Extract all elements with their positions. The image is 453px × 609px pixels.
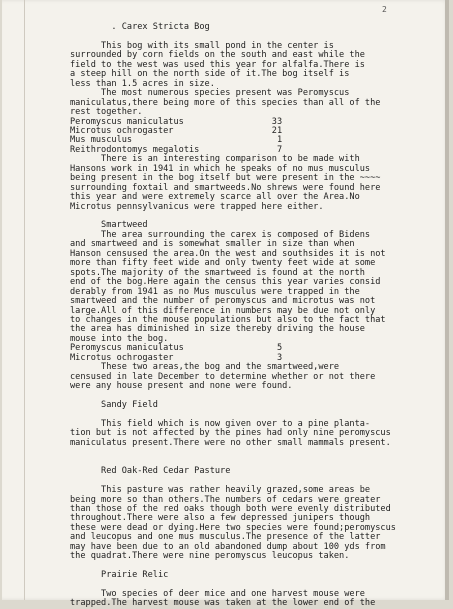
- text-line: and leucopus and one mus musculus.The presence of the latter: [70, 532, 381, 543]
- text-line: end of the bog.Here again the census this year varies consid: [70, 277, 381, 288]
- page-number: 2: [382, 5, 387, 14]
- text-line: Microtus ochrogaster 21: [70, 125, 283, 136]
- text-line: The most numerous species present was Peromyscus: [70, 88, 350, 99]
- text-line: and smartweed and is somewhat smaller in size than when: [70, 239, 355, 250]
- text-line: may have been due to an old abandoned dump about 100 yds from: [70, 541, 386, 552]
- text-line: derably from 1941 as no Mus musculus were trapped in the: [70, 286, 360, 297]
- text-line: large.All of this difference in numbers may be due not only: [70, 305, 376, 316]
- text-line: field to the west was used this year for alfalfa.There is: [70, 59, 365, 70]
- text-line: The area surrounding the carex is composed of Bidens: [70, 229, 371, 240]
- text-line: these were dead or dying.Here two species were found;peromyscus: [70, 522, 396, 533]
- text-line: Reithrodontomys megalotis 7: [70, 144, 283, 155]
- text-line: censused in late December to determine whether or not there: [70, 371, 376, 382]
- text-line: Peromyscus maniculatus 5: [70, 343, 283, 354]
- text-line: Microtus ochrogaster 3: [70, 352, 283, 363]
- text-line: surrounded by corn fields on the south and east while the: [70, 50, 365, 61]
- text-line: Hanson censused the area.On the west and southsides it is not: [70, 248, 386, 259]
- text-line: This pasture was rather heavily grazed,some areas be: [70, 485, 371, 496]
- text-line: maniculatus present.There were no other small mammals present.: [70, 437, 391, 448]
- text-line: trapped.The harvest mouse was taken at the lower end of the: [70, 598, 376, 609]
- text-line: spots.The majority of the smartweed is found at the north: [70, 267, 365, 278]
- text-line: Two species of deer mice and one harvest mouse were: [70, 589, 365, 599]
- text-line: were any house present and none were found.: [70, 381, 293, 392]
- text-line: the area has diminished in size thereby driving the house: [70, 324, 365, 335]
- text-line: This field which is now given over to a pine planta-: [70, 418, 371, 429]
- text-line: These two areas,the bog and the smartweed,were: [70, 362, 340, 373]
- text-line: maniculatus,there being more of this species than all of the: [70, 97, 381, 108]
- text-line: surrounding foxtail and smartweeds.No shrews were found here: [70, 182, 381, 193]
- typewritten-page: [2, 0, 449, 609]
- text-line: Red Oak-Red Cedar Pasture: [70, 466, 231, 477]
- text-line: Mus musculus 1: [70, 135, 283, 146]
- text-line: than those of the red oaks though both were evenly distributed: [70, 503, 391, 514]
- text-line: throughout.There were also a few depressed junipers though: [70, 513, 371, 524]
- text-line: being present in the bog itself but were present in the ~~~~: [70, 173, 381, 184]
- text-line: rest together.: [70, 107, 143, 118]
- text-line: the quadrat.There were nine peromyscus leucopus taken.: [70, 551, 350, 562]
- text-line: Hansons work in 1941 in which he speaks of no mus musculus: [70, 163, 371, 174]
- text-line: mouse into the bog.: [70, 333, 169, 344]
- text-line: this year and were extremely scarce all over the Area.No: [70, 192, 360, 203]
- text-line: less than 1.5 acres in size.: [70, 78, 215, 89]
- text-line: Microtus pennsylvanicus were trapped here either.: [70, 201, 324, 212]
- text-line: Prairie Relic: [70, 570, 169, 581]
- text-line: being more so than others.The numbers of cedars were greater: [70, 494, 381, 505]
- text-line: This bog with its small pond in the center is: [70, 40, 334, 51]
- text-line: . Carex Stricta Bog: [70, 22, 210, 32]
- text-line: Smartweed: [70, 220, 148, 231]
- text-line: Sandy Field: [70, 400, 158, 410]
- text-line: smartweed and the number of peromyscus and microtus was not: [70, 296, 376, 307]
- text-line: a steep hill on the north side of it.The bog itself is: [70, 69, 350, 80]
- text-line: Peromyscus maniculatus 33: [70, 116, 283, 127]
- text-line: There is an interesting comparison to be made with: [70, 154, 360, 165]
- text-line: tion but is not affected by the pines had only nine peromyscus: [70, 428, 391, 439]
- text-line: to changes in the mouse populations but also to the fact that: [70, 314, 386, 325]
- text-line: more than fifty feet wide and only twenty feet wide at some: [70, 258, 376, 269]
- page-fold-shadow: [24, 0, 25, 600]
- page-right-edge: [445, 0, 449, 600]
